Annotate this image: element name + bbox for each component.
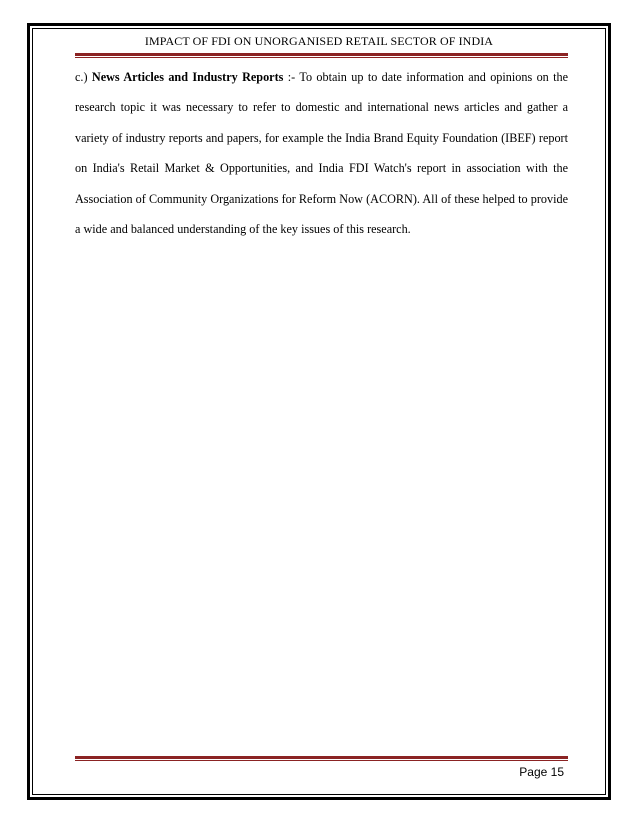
section-heading: News Articles and Industry Reports bbox=[91, 70, 284, 84]
page-number: Page 15 bbox=[519, 765, 564, 779]
paragraph-text: To obtain up to date information and opinions on the research topic it was necessary to refer to domestic and international news articles and gather a variety of industry reports and papers, for example the India Brand Equity Foundation (IBEF) report on India's Retail Market & Opportunities, and India FDI Watch's report in association with the Association of Community Organizations for Reform Now (ACORN). All of these helped to provide a wide and balanced understanding of the key issues of this research. bbox=[75, 70, 569, 237]
footer-rule bbox=[75, 756, 568, 761]
section-label: c.) bbox=[75, 70, 88, 84]
heading-separator: :- bbox=[283, 70, 296, 84]
body-paragraph bbox=[75, 62, 568, 244]
page-header-title: IMPACT OF FDI ON UNORGANISED RETAIL SECTOR OF INDIA bbox=[144, 34, 494, 48]
header-rule bbox=[75, 53, 568, 58]
